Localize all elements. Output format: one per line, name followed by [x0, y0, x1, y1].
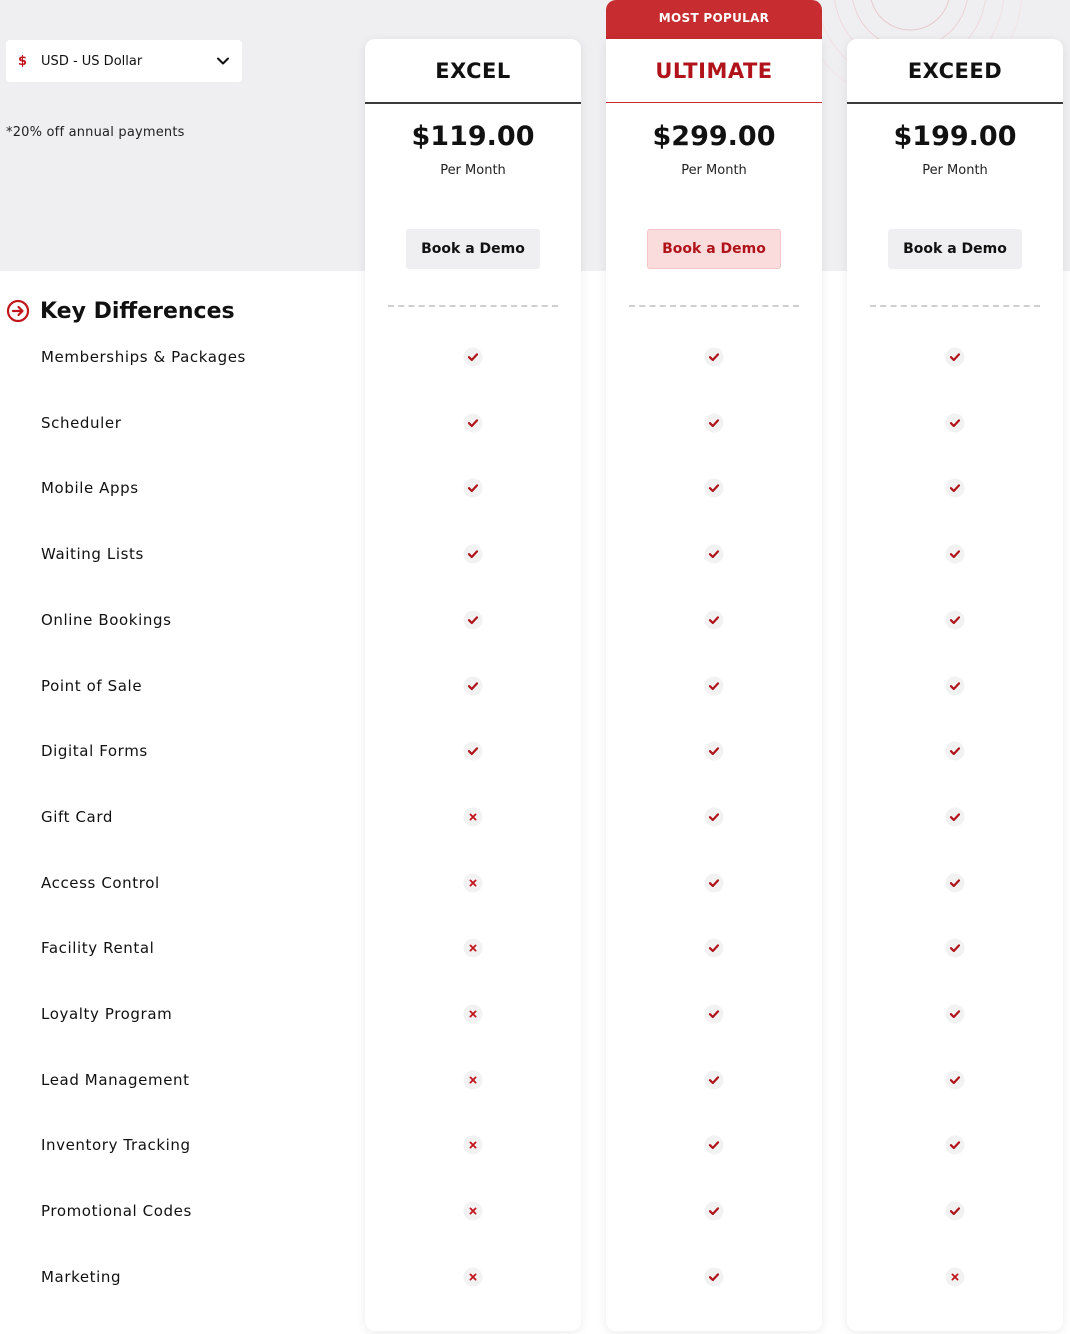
check-icon — [704, 1004, 724, 1024]
check-icon — [704, 676, 724, 696]
section-title: Key Differences — [40, 298, 235, 324]
currency-label: USD - US Dollar — [41, 53, 143, 69]
check-icon — [704, 873, 724, 893]
plan-period: Per Month — [681, 163, 747, 178]
dashed-divider — [629, 305, 799, 307]
feature-label: Promotional Codes — [41, 1202, 192, 1221]
plan-card-excel — [365, 39, 581, 1331]
dashed-divider — [388, 305, 558, 307]
cross-icon — [463, 873, 483, 893]
annual-discount-note: *20% off annual payments — [6, 125, 185, 140]
check-icon — [945, 676, 965, 696]
cross-icon — [945, 1267, 965, 1287]
plan-price: $199.00 — [893, 121, 1017, 152]
plan-name: EXCEL — [435, 59, 511, 83]
check-icon — [463, 544, 483, 564]
feature-label: Point of Sale — [41, 676, 143, 695]
check-icon — [945, 807, 965, 827]
feature-label: Digital Forms — [41, 742, 148, 761]
feature-label: Access Control — [41, 873, 160, 892]
feature-label: Facility Rental — [41, 939, 155, 958]
check-icon — [945, 1004, 965, 1024]
check-icon — [463, 741, 483, 761]
dollar-icon: $ — [18, 53, 28, 69]
feature-label: Online Bookings — [41, 610, 172, 629]
feature-label: Marketing — [41, 1267, 122, 1286]
plan-name: EXCEED — [907, 59, 1003, 83]
plan-divider — [365, 102, 581, 104]
plan-divider — [606, 102, 822, 103]
book-demo-button[interactable]: Book a Demo — [647, 229, 781, 269]
check-icon — [945, 610, 965, 630]
check-icon — [704, 938, 724, 958]
cross-icon — [463, 938, 483, 958]
check-icon — [704, 610, 724, 630]
check-icon — [945, 1070, 965, 1090]
chevron-down-icon — [216, 54, 230, 68]
check-icon — [704, 544, 724, 564]
check-icon — [463, 610, 483, 630]
check-icon — [945, 413, 965, 433]
feature-label: Gift Card — [41, 807, 113, 826]
plan-period: Per Month — [922, 163, 988, 178]
feature-label: Scheduler — [41, 413, 122, 432]
check-icon — [945, 347, 965, 367]
check-icon — [463, 347, 483, 367]
cross-icon — [463, 807, 483, 827]
feature-label: Waiting Lists — [41, 545, 144, 564]
cross-icon — [463, 1070, 483, 1090]
check-icon — [704, 478, 724, 498]
key-differences-heading — [6, 297, 235, 325]
plan-price: $119.00 — [411, 121, 535, 152]
arrow-right-circle-icon — [6, 299, 30, 323]
plan-name: ULTIMATE — [655, 59, 773, 83]
book-demo-button[interactable]: Book a Demo — [406, 229, 540, 269]
currency-select[interactable] — [6, 40, 242, 82]
plan-card-exceed — [847, 39, 1063, 1331]
feature-label: Memberships & Packages — [41, 348, 246, 366]
plan-card-ultimate — [606, 39, 822, 1331]
check-icon — [704, 1201, 724, 1221]
check-icon — [463, 676, 483, 696]
check-icon — [704, 1267, 724, 1287]
check-icon — [945, 1135, 965, 1155]
cross-icon — [463, 1004, 483, 1024]
dashed-divider — [870, 305, 1040, 307]
check-icon — [463, 478, 483, 498]
check-icon — [704, 413, 724, 433]
check-icon — [945, 544, 965, 564]
check-icon — [945, 938, 965, 958]
check-icon — [945, 741, 965, 761]
check-icon — [704, 1135, 724, 1155]
cross-icon — [463, 1201, 483, 1221]
cross-icon — [463, 1135, 483, 1155]
check-icon — [704, 807, 724, 827]
check-icon — [463, 413, 483, 433]
most-popular-badge: MOST POPULAR — [606, 0, 822, 39]
feature-label: Inventory Tracking — [41, 1136, 191, 1155]
check-icon — [945, 1201, 965, 1221]
feature-label: Lead Management — [41, 1070, 190, 1089]
plan-price: $299.00 — [652, 121, 776, 152]
check-icon — [704, 741, 724, 761]
check-icon — [945, 873, 965, 893]
plan-divider — [847, 102, 1063, 104]
feature-label: Loyalty Program — [41, 1005, 173, 1023]
check-icon — [945, 478, 965, 498]
plan-period: Per Month — [440, 163, 506, 178]
cross-icon — [463, 1267, 483, 1287]
check-icon — [704, 347, 724, 367]
book-demo-button[interactable]: Book a Demo — [888, 229, 1022, 269]
feature-label: Mobile Apps — [41, 479, 139, 498]
check-icon — [704, 1070, 724, 1090]
